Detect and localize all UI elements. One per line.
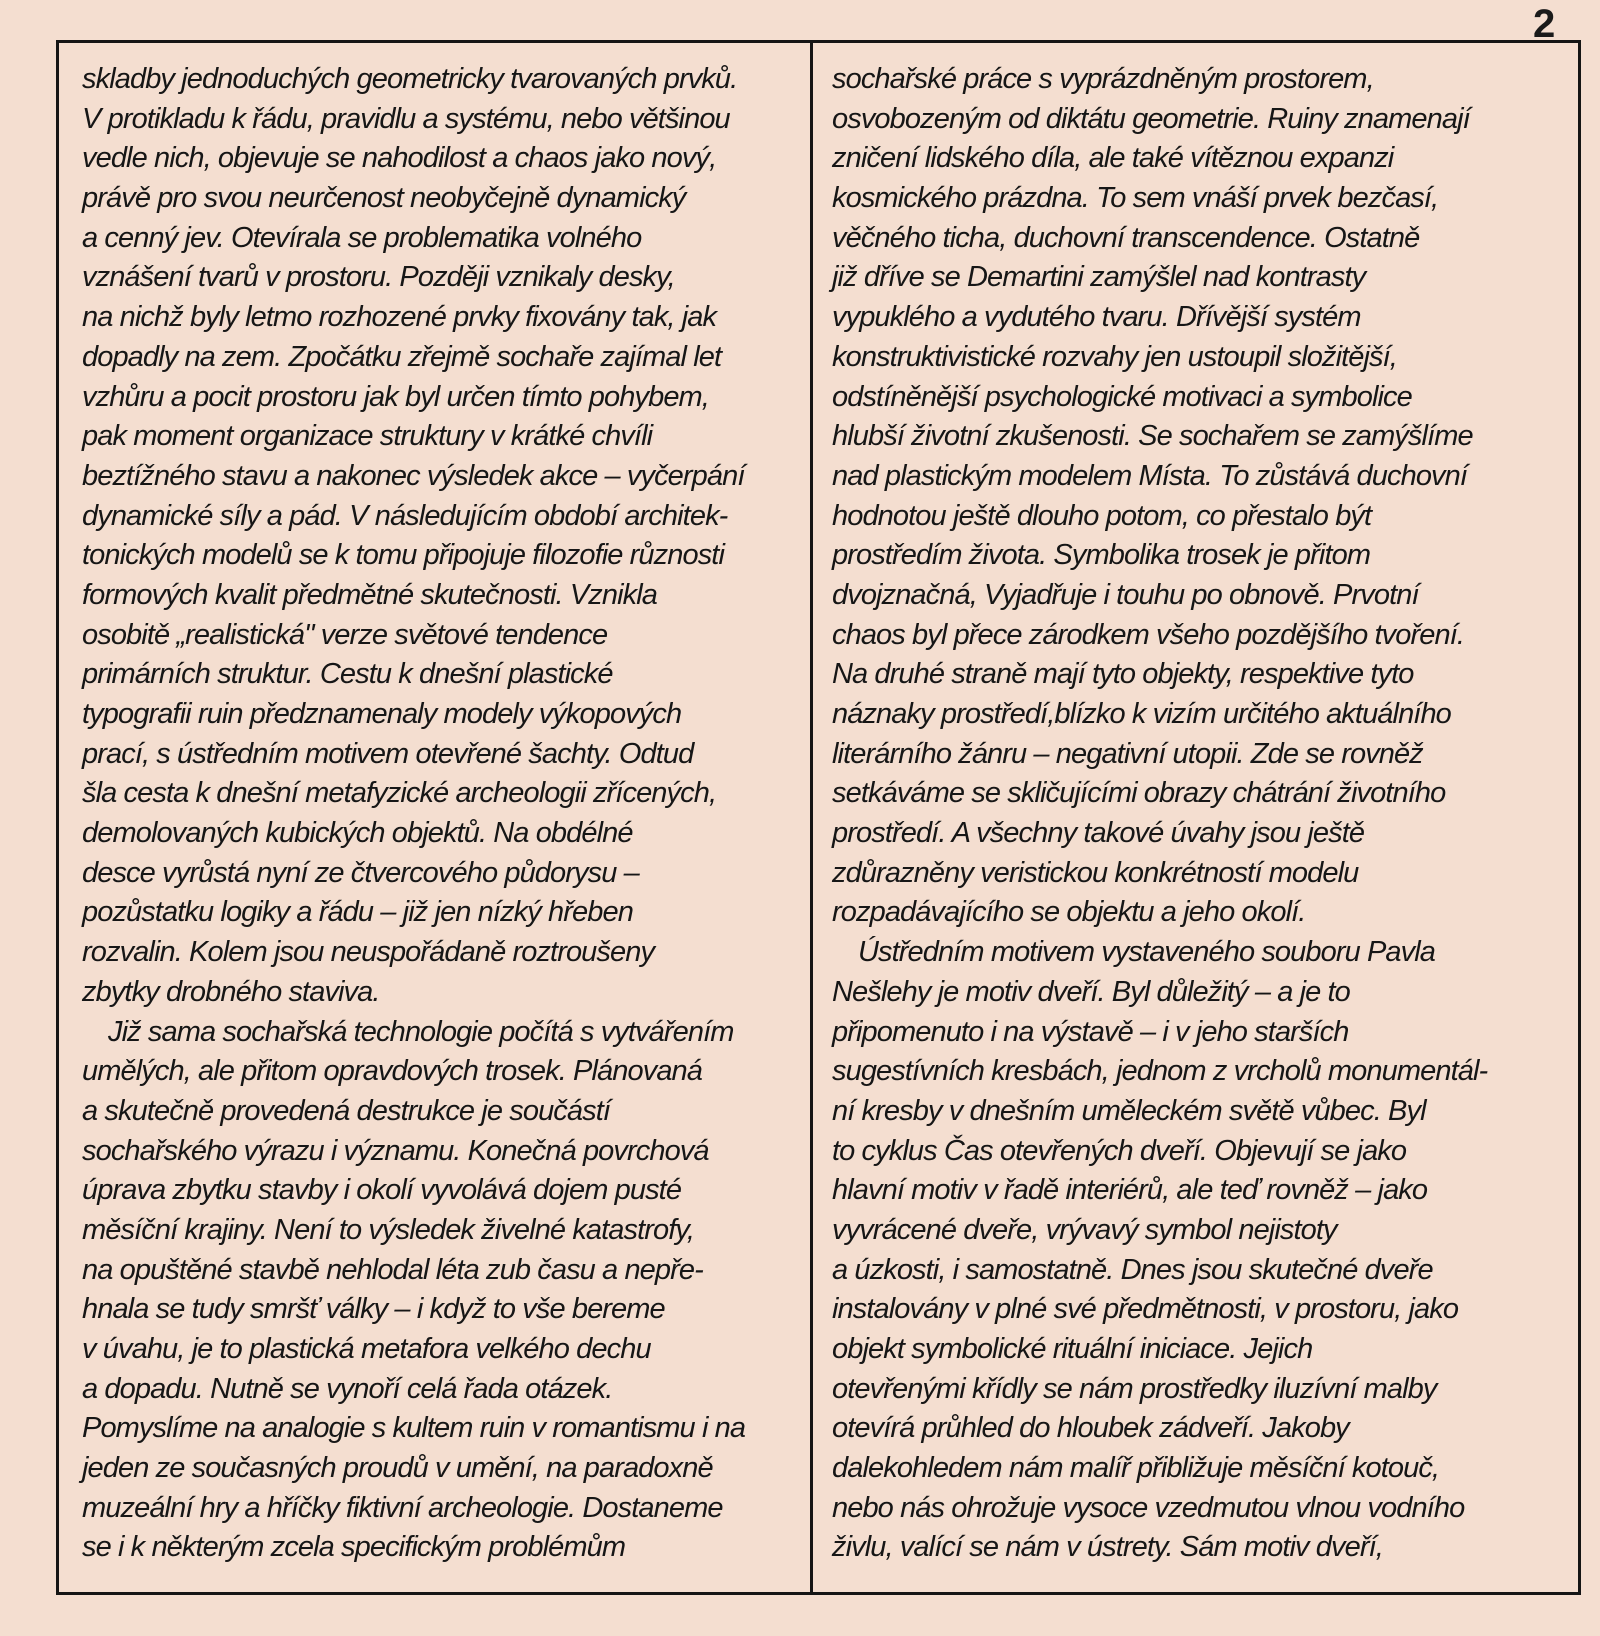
right-column-line: prostředím života. Symbolika trosek je přitom xyxy=(832,539,1371,572)
left-column-line: primárních struktur. Cestu k dnešní plastické xyxy=(82,658,613,691)
left-column-line: zbytky drobného staviva. xyxy=(82,975,380,1008)
right-column-line: věčného ticha, duchovní transcendence. Ostatně xyxy=(832,221,1420,254)
right-column-line: nad plastickým modelem Místa. To zůstává duchovní xyxy=(832,459,1468,492)
right-column-line: konstruktivistické rozvahy jen ustoupil složitější, xyxy=(832,340,1397,373)
left-column-line: typografii ruin předznamenaly modely výkopových xyxy=(82,698,682,730)
left-column-line: Již sama sochařská technologie počítá s vytvářením xyxy=(108,1015,734,1048)
right-column-line: živlu, valící se nám v ústrety. Sám motiv dveří, xyxy=(832,1531,1383,1564)
left-column xyxy=(82,60,802,1568)
right-column-line: otevřenými křídly se nám prostředky iluzívní malby xyxy=(832,1372,1437,1405)
right-column-line: vyvrácené dveře, vrývavý symbol nejistoty xyxy=(832,1213,1337,1246)
left-column-line: a skutečně provedená destrukce je součástí xyxy=(82,1094,611,1127)
left-column-line: v úvahu, je to plastická metafora velkého dechu xyxy=(82,1333,651,1365)
right-column-line: náznaky prostředí,blízko k vizím určitého aktuálního xyxy=(832,698,1451,730)
right-column-line: instalovány v plné své předmětnosti, v prostoru, jako xyxy=(832,1293,1459,1326)
left-column-line: formových kvalit předmětné skutečnosti. Vznikla xyxy=(82,578,658,611)
right-column-line: zdůrazněny veristickou konkrétností modelu xyxy=(832,856,1359,889)
right-column-line: to cyklus Čas otevřených dveří. Objevují se jako xyxy=(832,1134,1407,1167)
left-column-line: vedle nich, objevuje se nahodilost a chaos jako nový, xyxy=(82,142,717,175)
right-column-line: připomenuto i na výstavě – i v jeho starších xyxy=(832,1015,1349,1048)
left-column-line: demolovaných kubických objektů. Na obdélné xyxy=(82,817,633,850)
right-column-line: objekt symbolické rituální iniciace. Jejich xyxy=(832,1333,1313,1365)
right-column-line: setkáváme se skličujícími obrazy chátrání životního xyxy=(832,777,1446,810)
right-column-line: Na druhé straně mají tyto objekty, respektive tyto xyxy=(832,658,1414,691)
left-column-line: na nichž byly letmo rozhozené prvky fixovány tak, jak xyxy=(82,301,717,334)
left-column-line: na opuštěné stavbě nehlodal léta zub času a nepře- xyxy=(82,1253,703,1286)
right-column-line: zničení lidského díla, ale také vítěznou expanzi xyxy=(832,142,1394,175)
left-column-line: úprava zbytku stavby i okolí vyvolává dojem pusté xyxy=(82,1174,682,1207)
right-column-line: Nešlehy je motiv dveří. Byl důležitý – a je to xyxy=(832,975,1350,1008)
left-column-line: osobitě „realistická" verze světové tendence xyxy=(82,618,608,651)
right-column xyxy=(832,60,1572,1568)
page-number: 2 xyxy=(1533,2,1556,46)
left-column-line: vzhůru a pocit prostoru jak byl určen tímto pohybem, xyxy=(82,380,709,413)
left-column-line: šla cesta k dnešní metafyzické archeologii zřícených, xyxy=(82,777,717,810)
left-column-line: pak moment organizace struktury v krátké chvíli xyxy=(82,420,653,453)
right-column-line: dalekohledem nám malíř přibližuje měsíční kotouč, xyxy=(832,1452,1440,1485)
right-column-line: hlubší životní zkušenosti. Se sochařem se zamýšlíme xyxy=(832,420,1473,453)
right-column-line: prostředí. A všechny takové úvahy jsou ještě xyxy=(832,817,1365,850)
left-column-line: se i k některým zcela specifickým problémům xyxy=(82,1531,626,1564)
right-column-line: ní kresby v dnešním uměleckém světě vůbec. Byl xyxy=(832,1094,1426,1127)
left-column-line: dynamické síly a pád. V následujícím období architek- xyxy=(82,499,728,532)
right-column-line: sochařské práce s vyprázdněným prostorem, xyxy=(832,63,1374,95)
left-column-line: V protikladu k řádu, pravidlu a systému, nebo většinou xyxy=(82,102,730,135)
right-column-line: sugestívních kresbách, jednom z vrcholů monumentál- xyxy=(832,1055,1488,1088)
left-column-line: umělých, ale přitom opravdových trosek. Plánovaná xyxy=(82,1055,703,1088)
right-column-line: chaos byl přece zárodkem všeho pozdějšího tvoření. xyxy=(832,618,1465,651)
left-column-line: muzeální hry a hříčky fiktivní archeologie. Dostaneme xyxy=(82,1491,723,1524)
left-column-line: a dopadu. Nutně se vynoří celá řada otázek. xyxy=(82,1372,613,1405)
left-column-line: hnala se tudy smršť války – i když to vše bereme xyxy=(82,1293,665,1326)
right-column-line: vypuklého a vydutého tvaru. Dřívější systém xyxy=(832,301,1361,334)
right-column-line: již dříve se Demartini zamýšlel nad kontrasty xyxy=(832,261,1366,294)
right-column-line: osvobozeným od diktátu geometrie. Ruiny znamenají xyxy=(832,102,1470,135)
left-column-line: jeden ze současných proudů v umění, na paradoxně xyxy=(82,1452,713,1485)
left-column-line: desce vyrůstá nyní ze čtvercového půdorysu – xyxy=(82,856,639,889)
left-column-line: rozvalin. Kolem jsou neuspořádaně roztroušeny xyxy=(82,936,655,969)
left-column-line: právě pro svou neurčenost neobyčejně dynamický xyxy=(82,182,686,215)
left-column-line: skladby jednoduchých geometricky tvarovaných prvků. xyxy=(82,63,738,95)
right-column-line: rozpadávajícího se objektu a jeho okolí. xyxy=(832,896,1306,929)
right-column-line: nebo nás ohrožuje vysoce vzedmutou vlnou vodního xyxy=(832,1491,1465,1524)
right-column-line: Ústředním motivem vystaveného souboru Pavla xyxy=(858,936,1436,969)
right-column-line: kosmického prázdna. To sem vnáší prvek bezčasí, xyxy=(832,182,1439,215)
left-column-line: pozůstatku logiky a řádu – již jen nízký hřeben xyxy=(82,896,633,929)
left-column-line: sochařského výrazu i významu. Konečná povrchová xyxy=(82,1134,709,1167)
left-column-line: a cenný jev. Otevírala se problematika volného xyxy=(82,221,642,254)
right-column-line: otevírá průhled do hloubek zádveří. Jakoby xyxy=(832,1412,1349,1445)
right-column-line: odstíněnější psychologické motivaci a symbolice xyxy=(832,380,1412,413)
right-column-line: a úzkosti, i samostatně. Dnes jsou skutečné dveře xyxy=(832,1253,1433,1286)
left-column-line: Pomyslíme na analogie s kultem ruin v romantismu i na xyxy=(82,1412,746,1445)
right-column-line: hodnotou ještě dlouho potom, co přestalo být xyxy=(832,499,1372,532)
left-column-line: tonických modelů se k tomu připojuje filozofie různosti xyxy=(82,539,724,572)
right-column-line: hlavní motiv v řadě interiérů, ale teď rovněž – jako xyxy=(832,1174,1428,1207)
left-column-line: dopadly na zem. Zpočátku zřejmě sochaře zajímal let xyxy=(82,340,722,373)
left-column-line: prací, s ústředním motivem otevřené šachty. Odtud xyxy=(82,737,694,770)
left-column-line: vznášení tvarů v prostoru. Později vznikaly desky, xyxy=(82,261,675,294)
right-column-line: literárního žánru – negativní utopii. Zde se rovněž xyxy=(832,737,1423,770)
column-divider xyxy=(810,40,813,1595)
left-column-line: měsíční krajiny. Není to výsledek živelné katastrofy, xyxy=(82,1213,695,1246)
left-column-line: beztížného stavu a nakonec výsledek akce – vyčerpání xyxy=(82,459,745,492)
right-column-line: dvojznačná, Vyjadřuje i touhu po obnově. Prvotní xyxy=(832,578,1419,611)
